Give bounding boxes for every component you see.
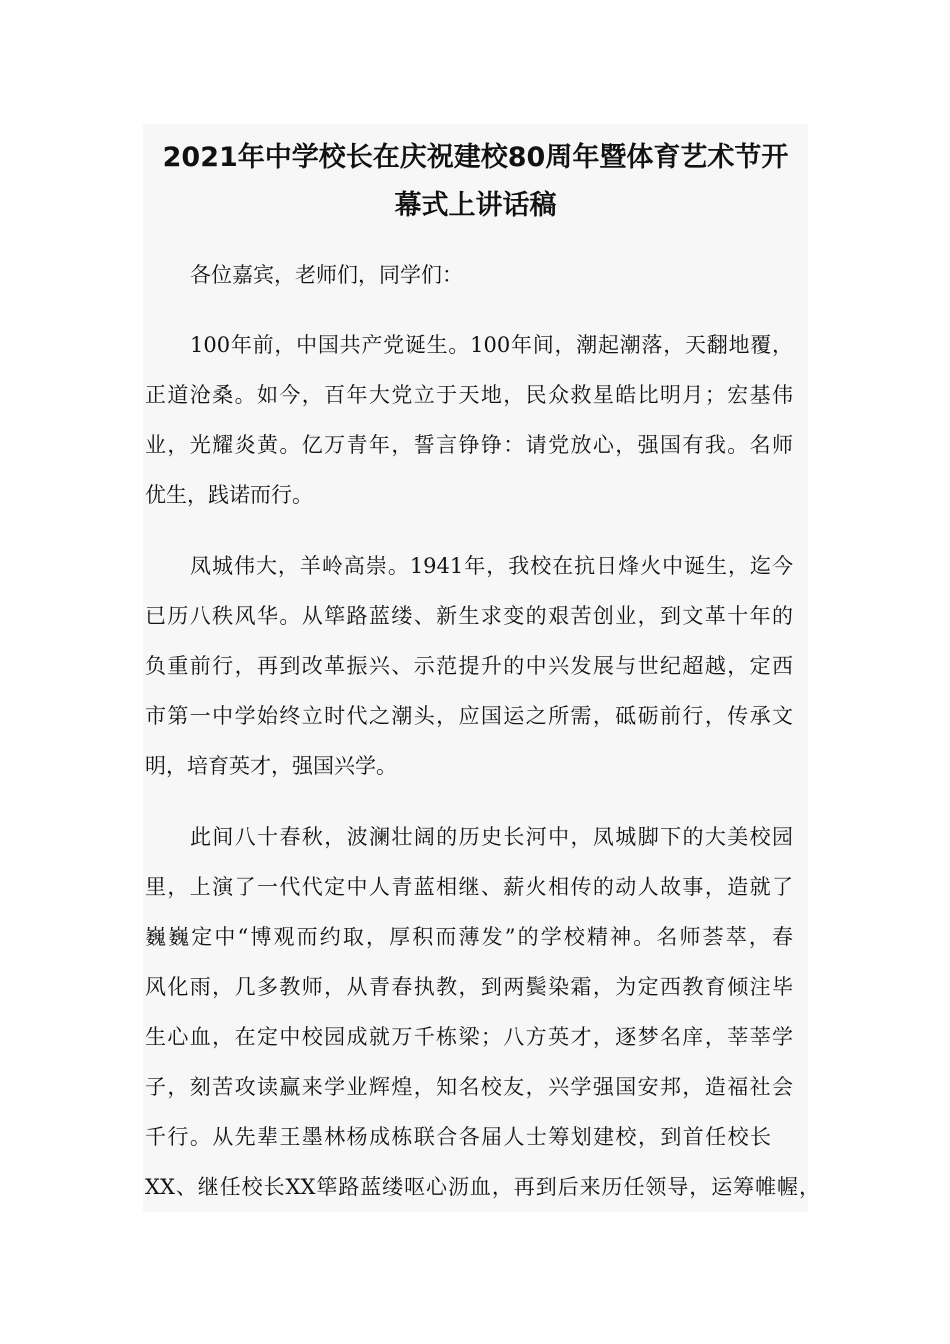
paragraph-3-line-3: 巍巍定中“博观而约取，厚积而薄发”的学校精神。名师荟萃，春 — [145, 925, 793, 949]
paragraph-3-line-1: 此间八十春秋，波澜壮阔的历史长河中，凤城脚下的大美校园 — [190, 825, 793, 849]
document-title-line-2: 幕式上讲话稿 — [394, 190, 557, 221]
greeting: 各位嘉宾，老师们，同学们： — [190, 263, 463, 287]
paragraph-1-line-1: 100年前，中国共产党诞生。100年间，潮起潮落，天翻地覆， — [190, 333, 793, 357]
paragraph-1-line-4: 优生，践诺而行。 — [145, 483, 313, 507]
document-title-line-1: 2021年中学校长在庆祝建校80周年暨体育艺术节开 — [162, 142, 789, 173]
paragraph-3-line-8: XX、继任校长XX筚路蓝缕呕心沥血，再到后来历任领导，运筹帷幄， — [145, 1175, 820, 1199]
paragraph-2-line-5: 明，培育英才，强国兴学。 — [145, 754, 397, 778]
paragraph-2-line-4: 市第一中学始终立时代之潮头，应国运之所需，砥砺前行，传承文 — [145, 704, 793, 728]
paragraph-2-line-3: 负重前行，再到改革振兴、示范提升的中兴发展与世纪超越，定西 — [145, 654, 793, 678]
paragraph-1-line-3: 业，光耀炎黄。亿万青年，誓言铮铮：请党放心，强国有我。名师 — [145, 433, 793, 457]
paragraph-3-line-7: 千行。从先辈王墨林杨成栋联合各届人士筹划建校，到首任校长 — [145, 1125, 771, 1149]
paragraph-3-line-5: 生心血，在定中校园成就万千栋梁；八方英才，逐梦名庠，莘莘学 — [145, 1025, 793, 1049]
paragraph-2-line-1: 凤城伟大，羊岭高崇。1941年，我校在抗日烽火中诞生，迄今 — [190, 554, 793, 578]
paragraph-3-line-2: 里，上演了一代代定中人青蓝相继、薪火相传的动人故事，造就了 — [145, 875, 793, 899]
paragraph-2-line-2: 已历八秩风华。从筚路蓝缕、新生求变的艰苦创业，到文革十年的 — [145, 604, 793, 628]
paragraph-3-line-6: 子，刻苦攻读赢来学业辉煌，知名校友，兴学强国安邦，造福社会 — [145, 1075, 793, 1099]
paragraph-3-line-4: 风化雨，几多教师，从青春执教，到两鬓染霜，为定西教育倾注毕 — [145, 975, 793, 999]
paragraph-1-line-2: 正道沧桑。如今，百年大党立于天地，民众救星皓比明月；宏基伟 — [145, 383, 793, 407]
